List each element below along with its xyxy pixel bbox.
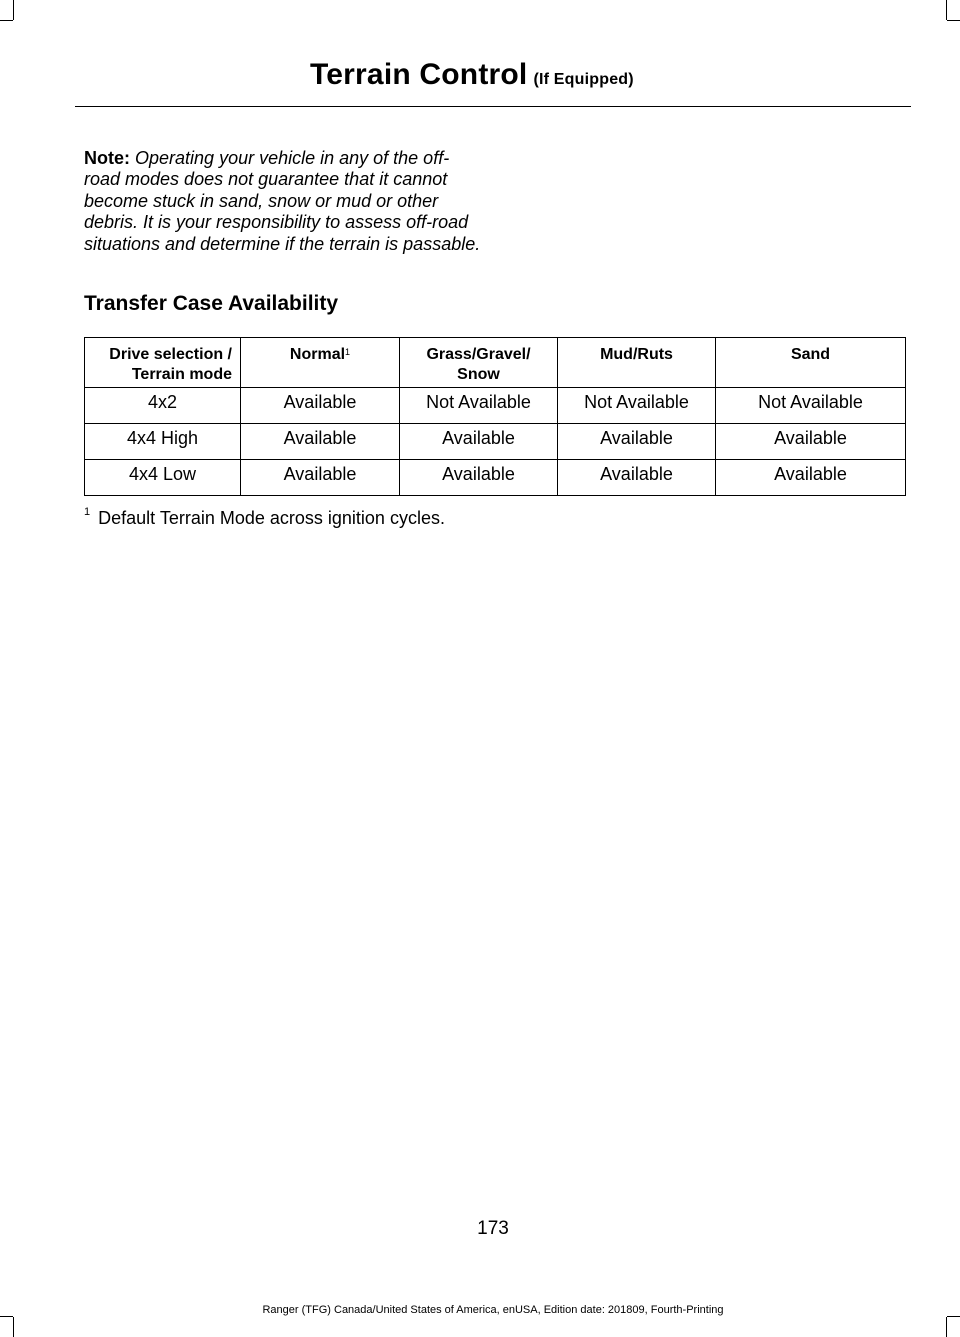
column-header-sand: Sand xyxy=(716,338,906,388)
crop-mark xyxy=(13,0,14,20)
column-header-grass-gravel-snow: Grass/Gravel/ Snow xyxy=(400,338,558,388)
table-cell: Not Available xyxy=(400,388,558,424)
column-header-normal xyxy=(241,338,400,388)
column-header-normal-label: Normal xyxy=(289,346,346,363)
table-cell: 4x4 Low xyxy=(85,460,241,496)
crop-mark xyxy=(947,20,960,21)
note-label: Note: xyxy=(84,148,130,168)
table-cell: Not Available xyxy=(716,388,906,424)
edition-footer: Ranger (TFG) Canada/United States of America, enUSA, Edition date: 201809, Fourth-Printing xyxy=(262,1304,724,1316)
table-cell: Available xyxy=(716,460,906,496)
table-cell: Available xyxy=(716,424,906,460)
table-cell: Available xyxy=(400,424,558,460)
table-row xyxy=(85,460,906,496)
section-heading: Transfer Case Availability xyxy=(84,292,339,315)
table-footnote xyxy=(84,508,445,529)
column-header-drive-selection: Drive selection / Terrain mode xyxy=(85,338,241,388)
crop-mark xyxy=(946,1317,947,1337)
column-header-mud-ruts: Mud/Ruts xyxy=(558,338,716,388)
table-cell: Available xyxy=(241,388,400,424)
table-cell: Available xyxy=(241,460,400,496)
table-row xyxy=(85,424,906,460)
table-row xyxy=(85,388,906,424)
crop-mark xyxy=(13,1317,14,1337)
footnote-reference: 1 xyxy=(345,347,351,357)
table-cell: 4x4 High xyxy=(85,424,241,460)
table-cell: Not Available xyxy=(558,388,716,424)
footnote-marker: 1 xyxy=(84,506,91,518)
availability-table xyxy=(84,337,906,496)
table-cell: 4x2 xyxy=(85,388,241,424)
table-header-row xyxy=(85,338,906,388)
note-text: Operating your vehicle in any of the off-road modes does not guarantee that it cannot become stuck in sand, snow or mud or other debris. It is your responsibility to assess off-road situations and determine if the terrain is passable. xyxy=(84,148,481,254)
table-cell: Available xyxy=(241,424,400,460)
footnote-text: Default Terrain Mode across ignition cycles. xyxy=(98,508,445,528)
table-cell: Available xyxy=(558,460,716,496)
page-title xyxy=(310,58,634,92)
crop-mark xyxy=(946,0,947,20)
note-paragraph xyxy=(84,148,484,255)
page-title-text: Terrain Control xyxy=(310,58,528,91)
header-divider xyxy=(75,106,911,107)
page-title-subtitle: (If Equipped) xyxy=(533,71,634,88)
table-cell: Available xyxy=(558,424,716,460)
page-number: 173 xyxy=(477,1218,509,1239)
crop-mark xyxy=(0,20,13,21)
crop-mark xyxy=(0,1316,13,1317)
crop-mark xyxy=(947,1316,960,1317)
table-cell: Available xyxy=(400,460,558,496)
